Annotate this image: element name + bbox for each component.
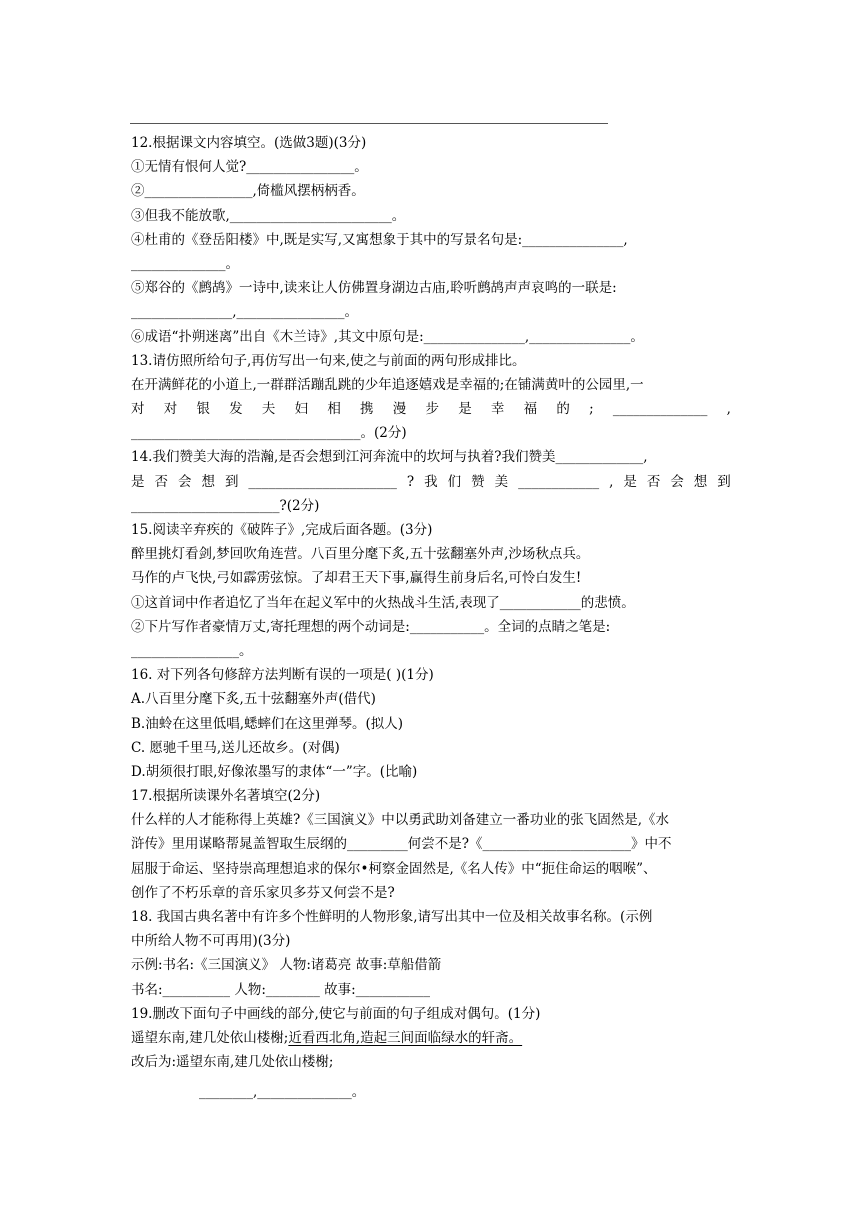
char: 相 <box>327 401 341 418</box>
q12-line: ⑤郑谷的《鹧鸪》一诗中,读来让人仿佛置身湖边古庙,聆听鹧鸪声声哀鸣的一联是: <box>131 280 617 297</box>
char: 们 <box>447 473 462 490</box>
q12-line: ③但我不能放歌,________________________。 <box>131 207 406 224</box>
q17-line: 屈服于命运、坚持崇高理想追求的保尔•柯察金固然是,《名人传》中“扼住命运的咽喉”、 <box>131 860 657 877</box>
char: 会 <box>177 473 192 490</box>
char: 福 <box>523 401 538 418</box>
answer-blank: ____________ <box>518 473 600 490</box>
char: 否 <box>646 473 661 490</box>
q19-answer-blank: ________,______________。 <box>199 1084 366 1101</box>
option-b: B.油蛉在这里低唱,蟋蟀们在这里弹琴。(拟人) <box>131 715 404 732</box>
char: 是 <box>131 473 145 490</box>
char: 美 <box>494 473 509 490</box>
q18-line: 中所给人物不可再用)(3分) <box>131 933 291 950</box>
sentence-plain: 遥望东南,建几处依山楼榭; <box>131 1029 289 1046</box>
char: 会 <box>670 473 684 490</box>
q12-line: ______________。 <box>131 255 239 272</box>
char: 携 <box>360 401 374 418</box>
char: 是 <box>458 401 472 418</box>
answer-blank: ______________ <box>612 401 708 418</box>
char: 我 <box>424 473 438 490</box>
q13-title: 13.请仿照所给句子,再仿写出一句来,使之与前面的两句形成排比。 <box>131 352 526 369</box>
q12-line: ⑥成语“扑朔迷离”出自《木兰诗》,其文中原句是:_______________,_______________。 <box>131 328 644 345</box>
q16-title: 16. 对下列各句修辞方法判断有误的一项是( )(1分) <box>131 667 434 684</box>
char: 银 <box>196 401 210 418</box>
poem-line: 醉里挑灯看剑,梦回吹角连营。八百里分麾下炙,五十弦翻塞外声,沙场秋点兵。 <box>131 546 590 563</box>
q13-line: 在开满鲜花的小道上,一群群活蹦乱跳的少年追逐嬉戏是幸福的;在铺满黄叶的公园里,一 <box>131 376 644 393</box>
q12-line: ②________________,倚槛风摆柄柄香。 <box>131 183 365 200</box>
char: 否 <box>154 473 168 490</box>
q12-line: ④杜甫的《登岳阳楼》中,既是实写,又寓想象于其中的写景名句是:_______________, <box>131 231 628 248</box>
char: 对 <box>131 401 145 418</box>
char: 到 <box>224 473 239 490</box>
q13-justified-line <box>131 397 731 421</box>
exam-content <box>131 131 731 1105</box>
q19-title: 19.删改下面句子中画线的部分,使它与前面的句子组成对偶句。(1分) <box>131 1005 541 1022</box>
q19-sentence <box>131 1026 731 1050</box>
q15-question: ①这首词中作者追忆了当年在起义军中的火热战斗生活,表现了____________的悲愤。 <box>131 594 635 611</box>
char: 发 <box>229 401 243 418</box>
q12-line: _______________,________________。 <box>131 304 359 321</box>
option-d: D.胡须很打眼,好像浓墨写的隶体“一”字。(比喻) <box>131 763 418 780</box>
char: 到 <box>717 473 731 490</box>
char: 幸 <box>490 401 505 418</box>
answer-blank: ______________________ <box>248 473 397 490</box>
q18-line: 18. 我国古典名著中有许多个性鲜明的人物形象,请写出其中一位及相关故事名称。(示例 <box>131 909 653 925</box>
q14-line: ______________________?(2分) <box>131 497 320 514</box>
poem-line: 马作的卢飞快,弓如霹雳弦惊。了却君王天下事,赢得生前身后名,可怜白发生! <box>131 570 582 587</box>
q15-question: ________________。 <box>131 642 253 659</box>
q17-line: 浒传》里用谋略帮晁盖智取生辰纲的_________何尝不是?《______________________》中不 <box>131 836 672 853</box>
q15-question: ②下片写作者豪情万丈,寄托理想的两个动词是:___________。全词的点睛之笔是: <box>131 618 611 635</box>
char: 想 <box>693 473 708 490</box>
char: 步 <box>425 401 439 418</box>
char: 妇 <box>294 401 309 418</box>
char: 是 <box>623 473 637 490</box>
char: 夫 <box>261 401 276 418</box>
q17-title: 17.根据所读课外名著填空(2分) <box>131 788 321 805</box>
top-rule <box>130 123 608 124</box>
char: 漫 <box>392 401 407 418</box>
option-a: A.八百里分麾下炙,五十弦翻塞外声(借代) <box>131 691 376 708</box>
char: 对 <box>163 401 178 418</box>
q14-line: 14.我们赞美大海的浩瀚,是否会想到江河奔流中的坎坷与执着?我们赞美_____________, <box>131 449 648 466</box>
char: ; <box>589 401 594 418</box>
q18-example: 示例:书名:《三国演义》 人物:诸葛亮 故事:草船借箭 <box>131 957 442 974</box>
q13-line: __________________________________。(2分) <box>131 425 407 442</box>
char: , <box>609 473 614 490</box>
q18-answer-blank: 书名:__________ 人物:________ 故事:___________ <box>131 981 430 998</box>
q12-title: 12.根据课文内容填空。(选做3题)(3分) <box>131 135 367 151</box>
q15-title: 15.阅读辛弃疾的《破阵子》,完成后面各题。(3分) <box>131 522 433 538</box>
q17-line: 创作了不朽乐章的音乐家贝多芬又何尝不是? <box>131 884 395 901</box>
q14-justified-line <box>131 470 731 494</box>
char: , <box>726 401 731 418</box>
sentence-underlined: 近看西北角,造起三间面临绿水的轩斋。 <box>288 1029 523 1046</box>
char: ? <box>406 473 415 490</box>
q19-rewrite: 改后为:遥望东南,建几处依山楼榭; <box>131 1054 334 1071</box>
char: 想 <box>201 473 215 490</box>
option-c: C. 愿驰千里马,送儿还故乡。(对偶) <box>131 739 340 756</box>
char: 赞 <box>471 473 485 490</box>
char: 的 <box>556 401 570 418</box>
q12-line: ①无情有恨何人觉?________________。 <box>131 159 368 176</box>
q17-line: 什么样的人才能称得上英雄?《三国演义》中以勇武助刘备建立一番功业的张飞固然是,《水 <box>131 812 670 829</box>
